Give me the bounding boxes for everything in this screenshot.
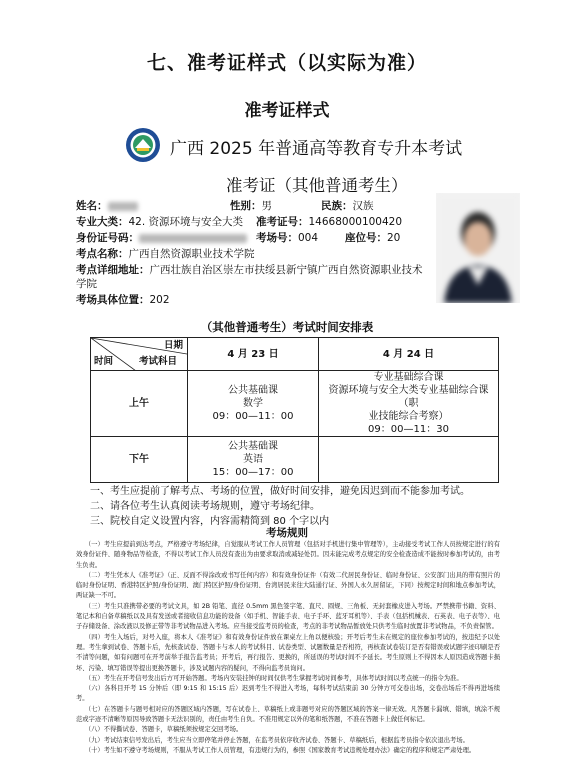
rule-item: （八）不得撕试卷、答题卡，草稿纸须按规定交回考场。 [84,726,243,734]
afternoon-day1-category: 公共基础课 [228,441,278,452]
ethnicity-row [321,199,374,213]
rule-item: （一）考生应提前到达考点，严格遵守考场纪律，自觉服从考试工作人员管理（包括对手机进行集中管理等），主动接受考试工作人员按规定进行的有效身份证件、随身物品等检查，不得以考试工作人员没有查出为由要求取消或减轻处罚。因未能完成考点规定的安全检查造成不能按时参加考试的，由考生负责。 [76,541,500,569]
name-label: 姓名： [76,200,108,212]
afternoon-day1-cell [188,437,319,483]
rule-item: （七）在答题卡与题号相对应的答题区域内答题，写在试卷上、草稿纸上或非题号对应的答题区域的答案一律无效。凡答题卡漏填、错填，填涂不规范或字迹不清晰等原因导致答题卡无法识别的，责任由考生自负。不准用规定以外的笔和纸答题，不准在答题卡上做任何标记。 [76,705,500,724]
room-label: 考场号： [256,232,298,244]
site-row [76,247,255,261]
id-number-row [76,231,247,245]
ethnicity-value: 汉族 [352,200,374,212]
name-redacted [108,202,138,211]
ticket-number-label: 准考证号： [256,216,309,228]
rule-item: （二）考生凭本人《准考证》（正、反面不得涂改或书写任何内容）和有效身份证件（有效二代居民身份证、临时身份证、公安部门出具的带有照片的临时身份证明、香港特区护照/身份证明、澳门特区护照/身份证明、台湾居民来往大陆通行证、外国人永久居留证，下同）按规定时间和地点参加考试，两证缺一不可。 [76,571,500,600]
rules-title: 考场规则 [266,527,308,539]
gender-row [230,199,272,213]
corner-date-label: 日期 [163,340,183,351]
seat-label: 座位号： [345,232,387,244]
note-item: 二、请各位考生认真阅读考场规则，遵守考场纪律。 [90,501,320,512]
schedule-corner-cell [91,338,188,371]
ethnicity-label: 民族： [321,200,353,212]
notes-block [90,484,470,529]
site-label: 考点名称： [76,248,129,260]
afternoon-period: 下午 [91,437,188,483]
schedule-title: （其他普通考生）考试时间安排表 [200,320,374,334]
rule-item: （三）考生只准携带必要的考试文具，如 2B 铅笔、直径 0.5mm 黑色签字笔、直尺、圆规、三角板、无封套橡皮进入考场。严禁携带书籍、资料、笔记本和自备草稿纸以及具有发送或者接收信息功能的设备（如手机、智能手表、电子手环、蓝牙耳机等）、手表（包括机械表、石英表、电子表等）、电子存储设备、涂改液以及修正带等非考试物品进入考场。应当接受监考员的检查，考点的非考试物品暂放处只供考生临时放置非考试物品，不负责保管。 [76,602,500,631]
morning-day2-cell [319,371,499,437]
id-number-label: 身份证号码： [76,232,139,244]
schedule-table [90,337,499,483]
gender-label: 性别： [230,200,262,212]
site-value: 广西自然资源职业技术学院 [128,248,255,260]
address-row [76,263,426,291]
morning-day1-subject: 数学 [243,398,263,409]
page-heading: 七、准考证样式（以实际为准） [146,52,427,74]
location-row [76,293,170,307]
rule-item: （五）考生在开考信号发出后方可开始答题。考场内安装挂钟的时间仅供考生掌握考试时间参考，具体考试时间以考点统一的指令为准。 [84,674,463,682]
date-header-day2: 4 月 24 日 [319,338,499,371]
date-header-day1: 4 月 23 日 [188,338,319,371]
room-value: 004 [298,232,319,244]
rule-item: （十）考生如不遵守考场规则，不服从考试工作人员管理，有违规行为的，参照《国家教育考试违规处理办法》确定的程序和规定严肃处理。 [84,746,476,754]
major-row [76,215,243,229]
morning-day2-subject: 资源环境与安全大类专业基础综合课（职 [328,385,489,409]
ticket-number-row [256,215,402,229]
morning-day2-subject-cont: 业技能综合考察） [368,411,449,422]
afternoon-day1-subject: 英语 [243,454,263,465]
address-value: 广西壮族自治区崇左市扶绥县新宁镇广西自然资源职业技术学院 [76,264,423,290]
morning-day2-category: 专业基础综合课 [373,372,444,383]
major-value: 42. 资源环境与安全大类 [128,216,244,228]
room-row [256,231,318,245]
address-label: 考点详细地址： [76,264,150,276]
candidate-photo [436,193,520,303]
note-item: 三、院校自定义设置内容，内容需精简到 80 个字以内 [90,516,330,527]
seat-value: 20 [387,232,401,244]
afternoon-day2-cell [319,437,499,483]
rules-block [76,540,500,756]
rule-item: （六）各科目开考 15 分钟后（即 9:15 和 15:15 后）迟到考生不得进入考场，每科考试结束前 30 分钟方可交卷出场，交卷出场后不得再进场续考。 [76,685,500,703]
note-item: 一、考生应提前了解考点、考场的位置，做好时间安排，避免因迟到而不能参加考试。 [90,486,470,497]
morning-period: 上午 [91,371,188,437]
morning-day1-time: 09：00—11：00 [212,411,294,422]
ticket-number-value: 14668000100420 [308,216,403,228]
gender-value: 男 [261,200,272,212]
id-number-redacted [139,234,247,243]
morning-day1-category: 公共基础课 [228,385,278,396]
location-value: 202 [149,294,170,306]
corner-subject-label: 考试科目 [138,356,177,367]
exam-authority-logo [125,127,161,163]
ticket-title: 准考证（其他普通考生） [226,176,408,195]
name-row [76,199,138,213]
morning-day2-time: 09：00—11：30 [368,424,449,435]
seat-row [345,231,400,245]
rule-item: （九）考试结束信号发出后，考生应当立即停笔并停止答题，在监考员依序收齐试卷、答题卡、草稿纸后，根据监考员指令依次退出考场。 [84,736,469,744]
exam-title: 广西 2025 年普通高等教育专升本考试 [170,139,463,159]
morning-day1-cell [188,371,319,437]
sample-title: 准考证样式 [244,101,330,121]
afternoon-day1-time: 15：00—17：00 [212,467,294,478]
major-label: 专业大类： [76,216,129,228]
corner-time-label: 时间 [94,356,114,367]
location-label: 考场具体位置： [76,294,150,306]
rule-item: （四）考生入场后，对号入座，将本人《准考证》和有效身份证件放在课桌左上角以便核验；开考后考生未在规定的座位参加考试的，按违纪予以处理。考生拿到试卷、答题卡后，先核查试卷、答题卡与本人的考试科目、试卷类型、试题数量是否相符，再核查试卷装订是否有错误或试题字迹印刷是否不清等问题，如有问题可在开考前举手报告监考员；开考后，再行报告、更换的，所延误的考试时间不予延长。考生原则上不得因本人原因造成答题卡损坏、污染、填写错误等提出更换答题卡，涉及试题内容的疑问，不得向监考员询问。 [76,633,500,672]
